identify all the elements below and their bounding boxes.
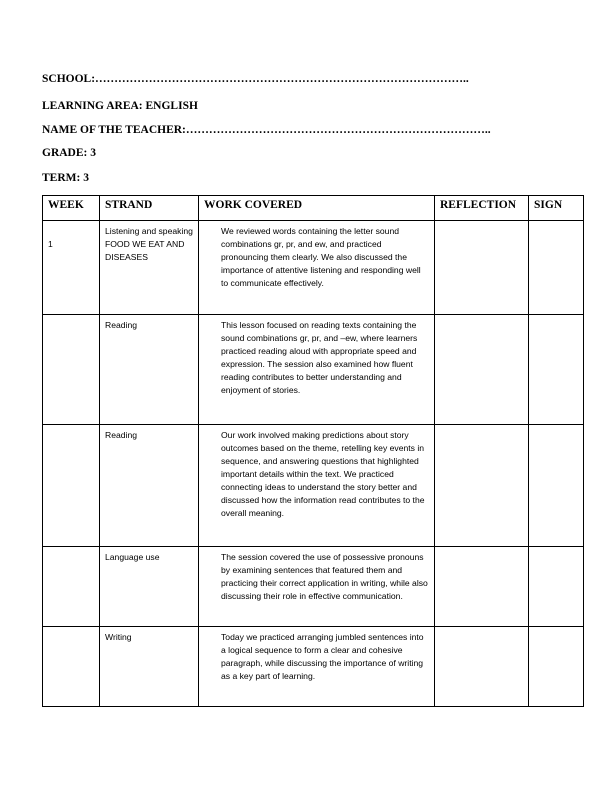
sign-cell[interactable] <box>529 221 584 315</box>
table-row <box>43 627 584 707</box>
work-covered-cell: Today we practiced arranging jumbled sentences into a logical sequence to form a clear and cohesive paragraph, while discussing the importance of writing as a key part of learning. <box>199 627 435 707</box>
work-covered-cell: Our work involved making predictions about story outcomes based on the theme, retelling key events in sequence, and answering questions that highlighted important details within the text. We practiced connecting ideas to understand the story better and discussed how the information read contributes to the overall meaning. <box>199 425 435 547</box>
work-covered-cell: We reviewed words containing the letter sound combinations gr, pr, and ew, and practiced pronouncing them clearly. We also discussed the importance of attentive listening and responding well to communicate effectively. <box>199 221 435 315</box>
reflection-cell[interactable] <box>435 315 529 425</box>
sign-cell[interactable] <box>529 547 584 627</box>
strand-cell: Reading <box>100 315 199 425</box>
strand-cell: Reading <box>100 425 199 547</box>
strand-cell: Language use <box>100 547 199 627</box>
sign-cell[interactable] <box>529 425 584 547</box>
week-cell <box>43 425 100 547</box>
work-covered-cell: This lesson focused on reading texts containing the sound combinations gr, pr, and –ew, where learners practiced reading aloud with appropriate speed and expression. The session also examined how fluent reading contributes to better understanding and enjoyment of stories. <box>199 315 435 425</box>
column-header-week: WEEK <box>43 196 100 221</box>
week-cell <box>43 547 100 627</box>
record-of-work-table <box>42 195 584 707</box>
column-header-sign: SIGN <box>529 196 584 221</box>
reflection-cell[interactable] <box>435 425 529 547</box>
week-cell: 1 <box>43 221 100 315</box>
week-cell <box>43 627 100 707</box>
reflection-cell[interactable] <box>435 221 529 315</box>
strand-cell: Listening and speaking FOOD WE EAT AND DISEASES <box>100 221 199 315</box>
column-header-reflection: REFLECTION <box>435 196 529 221</box>
column-header-work-covered: WORK COVERED <box>199 196 435 221</box>
term-label: TERM: 3 <box>42 172 89 184</box>
table-row <box>43 547 584 627</box>
table-row <box>43 315 584 425</box>
learning-area: LEARNING AREA: ENGLISH <box>42 100 198 112</box>
sign-cell[interactable] <box>529 315 584 425</box>
table-row <box>43 425 584 547</box>
table-row <box>43 221 584 315</box>
column-header-strand: STRAND <box>100 196 199 221</box>
grade-label: GRADE: 3 <box>42 147 96 159</box>
strand-cell: Writing <box>100 627 199 707</box>
work-covered-cell: The session covered the use of possessive pronouns by examining sentences that featured them and practicing their correct application in writing, while also discussing their role in effective communication. <box>199 547 435 627</box>
school-field: SCHOOL:…………………………………………………………………………………….. <box>42 73 469 85</box>
reflection-cell[interactable] <box>435 547 529 627</box>
week-cell <box>43 315 100 425</box>
sign-cell[interactable] <box>529 627 584 707</box>
reflection-cell[interactable] <box>435 627 529 707</box>
table-header-row <box>43 196 584 221</box>
teacher-name-field: NAME OF THE TEACHER:…………………………………………………………………….. <box>42 124 491 136</box>
